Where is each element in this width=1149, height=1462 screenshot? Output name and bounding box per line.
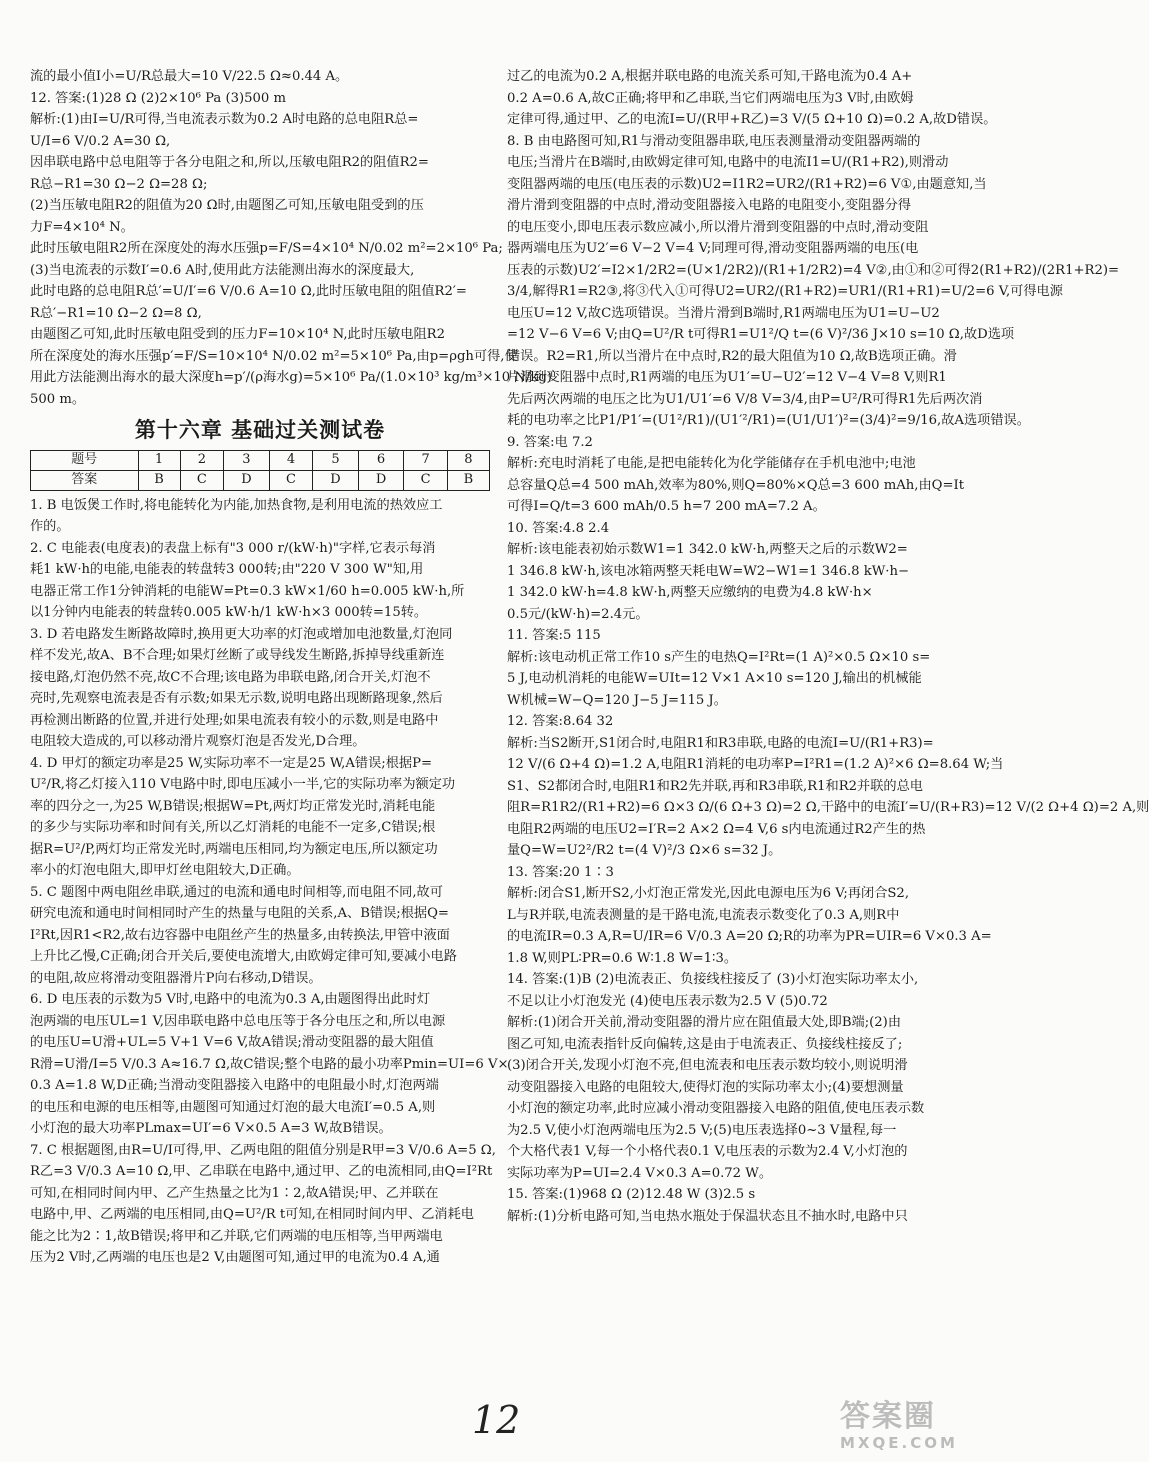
- left-text-block-bottom: [30, 495, 509, 1269]
- text-line: 总容量Q总=4 500 mAh,效率为80%,则Q=80%×Q总=3 600 mAh,由Q=It: [507, 477, 965, 493]
- text-line: 电路中,甲、乙两端的电压相同,由Q=U²/R t可知,在相同时间内甲、乙消耗电: [30, 1207, 474, 1222]
- text-line: 据R=U²/P,两灯均正常发光时,两端电压相同,均为额定电压,所以额定功: [30, 841, 438, 857]
- text-line: 12 V/(6 Ω+4 Ω)=1.2 A,电阻R1消耗的电功率P=I²R1=(1.2 A)²×6 Ω=8.64 W;当: [507, 757, 1004, 772]
- table-cell: 8: [447, 450, 489, 470]
- text-line: 3/4,解得R1=R2③,将③代入①可得U2=UR2/(R1+R2)=UR1/(R1+R1)=U/2=6 V,可得电源: [507, 284, 1063, 299]
- text-line: 作的。: [30, 519, 70, 534]
- text-line: (2)当压敏电阻R2的阻值为20 Ω时,由题图乙可知,压敏电阻受到的压: [30, 198, 424, 213]
- text-line: 15. 答案:(1)968 Ω (2)12.48 W (3)2.5 s: [507, 1187, 756, 1202]
- text-line: 电压;当滑片在B端时,由欧姆定律可知,电路中的电流I1=U/(R1+R2),则滑动: [507, 155, 949, 170]
- text-line: 电压U=12 V,故C选项错误。当滑片滑到B端时,R1两端电压为U1=U−U2: [507, 305, 940, 321]
- text-line: R乙=3 V/0.3 A=10 Ω,甲、乙串联在电路中,通过甲、乙的电流相同,由Q=I²Rt: [30, 1164, 493, 1179]
- text-line: 错误。R2=R1,所以当滑片在中点时,R2的最大阻值为10 Ω,故B选项正确。滑: [507, 348, 957, 364]
- text-line: 图乙可知,电流表指针反向偏转,这是由于电流表正、负接线柱接反了;: [507, 1036, 903, 1052]
- text-line: 压为2 V时,乙两端的电压也是2 V,由题图可知,通过甲的电流为0.4 A,通: [30, 1250, 440, 1265]
- text-line: I²Rt,因R1<R2,故右边容器中电阻丝产生的热量多,由转换法,甲管中液面: [30, 927, 450, 943]
- text-line: 再检测出断路的位置,并进行处理;如果电流表有较小的示数,则是电路中: [30, 712, 439, 728]
- text-line: 0.3 A=1.8 W,D正确;当滑动变阻器接入电路中的电阻最小时,灯泡两端: [30, 1078, 439, 1093]
- text-line: 因串联电路中总电阻等于各分电阻之和,所以,压敏电阻R2的阻值R2=: [30, 155, 429, 170]
- table-cell: 6: [358, 450, 404, 470]
- text-line: 电器正常工作1分钟消耗的电能W=Pt=0.3 kW×1/60 h=0.005 kW·h,所: [30, 583, 465, 599]
- table-cell: D: [224, 470, 270, 490]
- text-line: 的电压U=U滑+UL=5 V+1 V=6 V,故A错误;滑动变阻器的最大阻值: [30, 1035, 434, 1050]
- text-line: 滑片滑到变阻器的中点时,滑动变阻器接入电路的电阻变小,变阻器分得: [507, 198, 912, 213]
- text-line: 定律可得,通过甲、乙的电流I=U/(R甲+R乙)=3 V/(5 Ω+10 Ω)=0.2 A,故D错误。: [507, 112, 997, 127]
- text-line: 12. 答案:(1)28 Ω (2)2×10⁶ Pa (3)500 m: [30, 90, 287, 106]
- text-line: 为2.5 V,使小灯泡两端电压为2.5 V;(5)电压表选择0~3 V量程,每一: [507, 1122, 897, 1138]
- text-line: 耗1 kW·h的电能,电能表的转盘转3 000转;由"220 V 300 W"知,用: [30, 562, 424, 577]
- table-cell: 7: [404, 450, 448, 470]
- table-cell: 1: [138, 450, 180, 470]
- text-line: 解析:闭合S1,断开S2,小灯泡正常发光,因此电源电压为6 V;再闭合S2,: [507, 886, 910, 901]
- text-line: 变阻器两端的电压(电压表的示数)U2=I1R2=UR2/(R1+R2)=6 V①,由题意知,当: [507, 176, 987, 192]
- right-column: [507, 66, 1149, 1227]
- text-line: 实际功率为P=UI=2.4 V×0.3 A=0.72 W。: [507, 1165, 773, 1181]
- text-line: 1. B 电饭煲工作时,将电能转化为内能,加热食物,是利用电流的热效应工: [30, 497, 443, 513]
- text-line: 过乙的电流为0.2 A,根据并联电路的电流关系可知,干路电流为0.4 A+: [507, 69, 913, 84]
- table-cell: D: [313, 470, 359, 490]
- table-cell: 2: [180, 450, 224, 470]
- text-line: 阻R=R1R2/(R1+R2)=6 Ω×3 Ω/(6 Ω+3 Ω)=2 Ω,干路中的电流I′=U/(R+R3)=12 V/(2 Ω+4 Ω)=2 A,则: [507, 800, 1149, 815]
- text-line: 耗的电功率之比P1/P1′=(U1²/R1)/(U1′²/R1)=(U1/U1′)²=(3/4)²=9/16,故A选项错误。: [507, 413, 1030, 428]
- text-line: R滑=U滑/I=5 V/0.3 A≈16.7 Ω,故C错误;整个电路的最小功率Pmin=UI=6 V×: [30, 1056, 509, 1072]
- text-line: 0.5元/(kW·h)=2.4元。: [507, 606, 649, 622]
- text-line: 的电流IR=0.3 A,R=U/IR=6 V/0.3 A=20 Ω;R的功率为PR=UIR=6 V×0.3 A=: [507, 929, 992, 944]
- text-line: 解析:(1)分析电路可知,当电热水瓶处于保温状态且不抽水时,电路中只: [507, 1208, 908, 1224]
- text-line: 1 346.8 kW·h,该电冰箱两整天耗电W=W2−W1=1 346.8 kW·h−: [507, 563, 910, 579]
- text-line: 解析:(1)闭合开关前,滑动变阻器的滑片应在阻值最大处,即B端;(2)由: [507, 1015, 902, 1030]
- text-line: 11. 答案:5 115: [507, 628, 601, 643]
- text-line: 亮时,先观察电流表是否有示数;如果无示数,说明电路出现断路现象,然后: [30, 691, 443, 706]
- text-line: 12. 答案:8.64 32: [507, 714, 614, 729]
- text-line: 率小的灯泡电阻大,即甲灯丝电阻较大,D正确。: [30, 863, 300, 878]
- table-header-cell: 题号: [31, 450, 139, 470]
- text-line: 量Q=W=U2²/R2 t=(4 V)²/3 Ω×6 s=32 J。: [507, 843, 782, 858]
- text-line: 压表的示数)U2′=I2×1/2R2=(U×1/2R2)/(R1+1/2R2)=4 V②,由①和②可得2(R1+R2)/(2R1+R2)=: [507, 262, 1120, 278]
- text-line: 6. D 电压表的示数为5 V时,电路中的电流为0.3 A,由题图得出此时灯: [30, 992, 431, 1007]
- text-line: W机械=W−Q=120 J−5 J=115 J。: [507, 692, 727, 708]
- text-line: 泡两端的电压UL=1 V,因串联电路中总电压等于各分电压之和,所以电源: [30, 1013, 446, 1029]
- text-line: 14. 答案:(1)B (2)电流表正、负接线柱接反了 (3)小灯泡实际功率太小,: [507, 972, 919, 987]
- text-line: 500 m。: [30, 391, 86, 407]
- text-line: 10. 答案:4.8 2.4: [507, 520, 610, 536]
- table-cell: 4: [269, 450, 313, 470]
- text-line: U²/R,将乙灯接入110 V电路中时,即电压减小一半,它的实际功率为额定功: [30, 777, 456, 792]
- text-line: 电阻较大造成的,可以移动滑片观察灯泡是否发光,D合理。: [30, 734, 366, 749]
- text-line: 由题图乙可知,此时压敏电阻受到的压力F=10×10⁴ N,此时压敏电阻R2: [30, 327, 445, 342]
- text-line: =12 V−6 V=6 V;由Q=U²/R t可得R1=U1²/Q t=(6 V)²/36 J×10 s=10 Ω,故D选项: [507, 327, 1015, 342]
- text-line: U/I=6 V/0.2 A=30 Ω,: [30, 133, 171, 149]
- answer-table-row-answers: [31, 470, 490, 490]
- left-text-block-top: [30, 66, 552, 410]
- table-cell: C: [269, 470, 313, 490]
- text-line: 此时压敏电阻R2所在深度处的海水压强p=F/S=4×10⁴ N/0.02 m²=2×10⁶ Pa;: [30, 241, 503, 256]
- table-header-cell: 答案: [31, 470, 139, 490]
- text-line: 样不发光,故A、B不合理;如果灯丝断了或导线发生断路,拆掉导线重新连: [30, 648, 445, 663]
- text-line: 8. B 由电路图可知,R1与滑动变阻器串联,电压表测量滑动变阻器两端的: [507, 133, 921, 149]
- text-line: 解析:该电动机正常工作10 s产生的电热Q=I²Rt=(1 A)²×0.5 Ω×10 s=: [507, 649, 931, 665]
- table-cell: B: [138, 470, 180, 490]
- text-line: (3)当电流表的示数I′=0.6 A时,使用此方法能测出海水的深度最大,: [30, 262, 415, 278]
- text-line: 5 J,电动机消耗的电能W=UIt=12 V×1 A×10 s=120 J,输出的机械能: [507, 671, 922, 686]
- text-line: R总′−R1=10 Ω−2 Ω=8 Ω,: [30, 305, 202, 321]
- chapter-title: 第十六章 基础过关测试卷: [134, 418, 386, 442]
- text-line: 的电阻,故应将滑动变阻器滑片P向右移动,D错误。: [30, 970, 322, 986]
- answer-table-row-numbers: [31, 450, 490, 470]
- text-line: (3)闭合开关,发现小灯泡不亮,但电流表和电压表示数均较小,则说明滑: [507, 1058, 908, 1073]
- table-cell: 5: [313, 450, 359, 470]
- text-line: 0.2 A=0.6 A,故C正确;将甲和乙串联,当它们两端电压为3 V时,由欧姆: [507, 90, 914, 106]
- right-text-block: [507, 66, 1149, 1227]
- text-line: 解析:当S2断开,S1闭合时,电阻R1和R3串联,电路的电流I=U/(R1+R3)=: [507, 735, 934, 751]
- text-line: R总−R1=30 Ω−2 Ω=28 Ω;: [30, 176, 208, 192]
- text-line: 接电路,灯泡仍然不亮,故C不合理;该电路为串联电路,闭合开关,灯泡不: [30, 669, 431, 685]
- text-line: 5. C 题图中两电阻丝串联,通过的电流和通电时间相等,而电阻不同,故可: [30, 884, 443, 900]
- text-line: S1、S2都闭合时,电阻R1和R2先并联,再和R3串联,R1和R2并联的总电: [507, 778, 923, 794]
- text-line: 能之比为2∶1,故B错误;将甲和乙并联,它们两端的电压相等,当甲两端电: [30, 1228, 443, 1244]
- page-number: 12: [472, 1398, 521, 1442]
- table-cell: 3: [224, 450, 270, 470]
- text-line: L与R并联,电流表测量的是干路电流,电流表示数变化了0.3 A,则R中: [507, 907, 900, 923]
- text-line: 用此方法能测出海水的最大深度h=p′/(ρ海水g)=5×10⁶ Pa/(1.0×10³ kg/m³×10 N/kg): [30, 370, 552, 385]
- watermark-url: MXQE.COM: [840, 1434, 958, 1452]
- table-cell: B: [447, 470, 489, 490]
- text-line: 小灯泡的额定功率,此时应减小滑动变阻器接入电路的阻值,使电压表示数: [507, 1101, 925, 1116]
- text-line: 以1分钟内电能表的转盘转0.005 kW·h/1 kW·h×3 000转=15转。: [30, 605, 428, 620]
- text-line: 的多少与实际功率和时间有关,所以乙灯消耗的电能不一定多,C错误;根: [30, 820, 436, 835]
- text-line: 所在深度处的海水压强p′=F/S=10×10⁴ N/0.02 m²=5×10⁶ Pa,由p=ρgh可得,使: [30, 348, 518, 364]
- text-line: 可知,在相同时间内甲、乙产生热量之比为1∶2,故A错误;甲、乙并联在: [30, 1185, 439, 1201]
- text-line: 7. C 根据题图,由R=U/I可得,甲、乙两电阻的阻值分别是R甲=3 V/0.6 A=5 Ω,: [30, 1142, 496, 1158]
- text-line: 4. D 甲灯的额定功率是25 W,实际功率不一定是25 W,A错误;根据P=: [30, 755, 433, 771]
- text-line: 的电压变小,即电压表示数应减小,所以滑片滑到变阻器的中点时,滑动变阻: [507, 219, 929, 235]
- text-line: 9. 答案:电 7.2: [507, 434, 593, 450]
- text-line: 电阻R2两端的电压U2=I′R=2 A×2 Ω=4 V,6 s内电流通过R2产生的热: [507, 821, 926, 837]
- text-line: 不足以让小灯泡发光 (4)使电压表示数为2.5 V (5)0.72: [507, 993, 828, 1009]
- text-line: 小灯泡的最大功率PLmax=UI′=6 V×0.5 A=3 W,故B错误。: [30, 1121, 392, 1136]
- table-cell: C: [404, 470, 448, 490]
- text-line: 1.8 W,则PL∶PR=0.6 W∶1.8 W=1∶3。: [507, 950, 738, 966]
- text-line: 上升比乙慢,C正确;闭合开关后,要使电流增大,由欧姆定律可知,要减小电路: [30, 949, 457, 964]
- text-line: 力F=4×10⁴ N。: [30, 219, 134, 235]
- text-line: 的电压和电源的电压相等,由题图可知通过灯泡的最大电流I′=0.5 A,则: [30, 1099, 436, 1115]
- table-cell: D: [358, 470, 404, 490]
- text-line: 2. C 电能表(电度表)的表盘上标有"3 000 r/(kW·h)"字样,它表示每消: [30, 540, 436, 556]
- text-line: 此时电路的总电阻R总′=U/I′=6 V/0.6 A=10 Ω,此时压敏电阻的阻值R2′=: [30, 284, 467, 299]
- text-line: 可得I=Q/t=3 600 mAh/0.5 h=7 200 mA=7.2 A。: [507, 499, 826, 514]
- watermark-text: 答案圈: [840, 1399, 936, 1434]
- text-line: 解析:充电时消耗了电能,是把电能转化为化学能储存在手机电池中;电池: [507, 456, 916, 471]
- text-line: 个大格代表1 V,每一个小格代表0.1 V,电压表的示数为2.4 V,小灯泡的: [507, 1144, 908, 1159]
- text-line: 解析:该电能表初始示数W1=1 342.0 kW·h,两整天之后的示数W2=: [507, 542, 908, 557]
- text-line: 先后两次两端的电压之比为U1/U1′=6 V/8 V=3/4,由P=U²/R可得R1先后两次消: [507, 391, 983, 407]
- text-line: 流的最小值I小=U/R总最大=10 V/22.5 Ω≈0.44 A。: [30, 69, 349, 84]
- text-line: 3. D 若电路发生断路故障时,换用更大功率的灯泡或增加电池数量,灯泡同: [30, 626, 453, 642]
- text-line: 解析:(1)由I=U/R可得,当电流表示数为0.2 A时电路的总电阻R总=: [30, 112, 419, 127]
- text-line: 研究电流和通电时间相同时产生的热量与电阻的关系,A、B错误;根据Q=: [30, 906, 449, 921]
- text-line: 率的四分之一,为25 W,B错误;根据W=Pt,两灯均正常发光时,消耗电能: [30, 798, 436, 814]
- text-line: 13. 答案:20 1∶3: [507, 864, 614, 880]
- text-line: 片滑到变阻器中点时,R1两端的电压为U1′=U−U2′=12 V−4 V=8 V,则R1: [507, 370, 947, 385]
- text-line: 动变阻器接入电路的电阻较大,使得灯泡的实际功率太小;(4)要想测量: [507, 1079, 904, 1095]
- answer-table: [30, 450, 490, 491]
- table-cell: C: [180, 470, 224, 490]
- watermark-logo: [840, 1400, 990, 1456]
- text-line: 1 342.0 kW·h=4.8 kW·h,两整天应缴纳的电费为4.8 kW·h×: [507, 585, 873, 600]
- text-line: 器两端电压为U2′=6 V−2 V=4 V;同理可得,滑动变阻器两端的电压(电: [507, 241, 919, 256]
